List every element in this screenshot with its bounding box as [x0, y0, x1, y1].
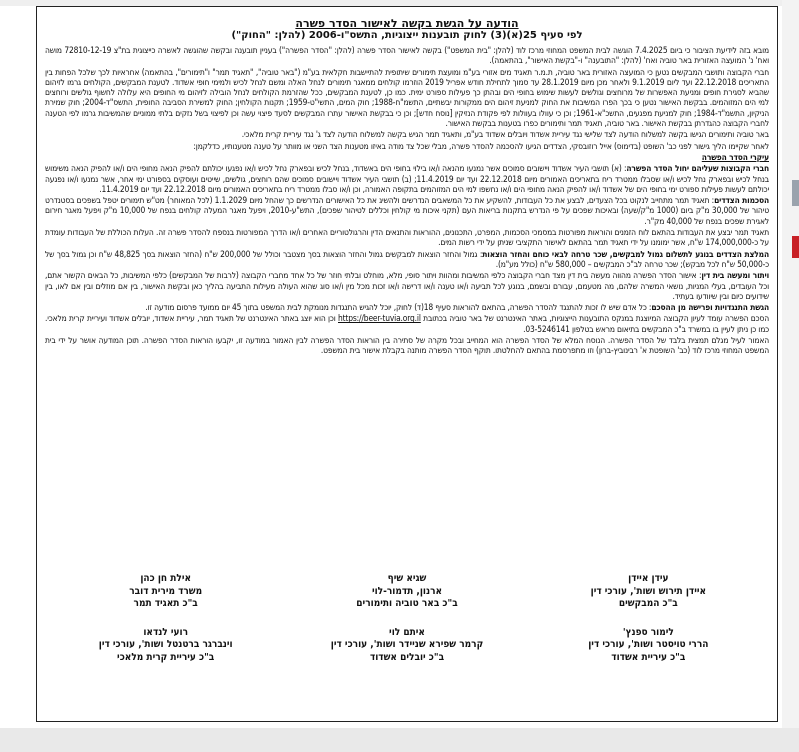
signatures-block — [45, 573, 769, 664]
item-text: תאגיד תמר מתחייב לנקוט בכל הצעדים, לבצע את כל העבודות, להשקיע את כל המשאבים הנדרשים ולהשיג את כל האישורים הנדרשים כך שהחל מיום 1.1.2029 (לכל המאוחר) מט"ש תימורים יטפל בשפכים בסטנדרט טיהור של 30,000 מ"ק ביום (1000 מ"ק/שעה) ובאיכות שפכים על פי הנדרש בתקנות בריאות העם (תקני איכות מי קולחין וכללים לטיהור שפכים), התש"ע-2010, ויפעל מאגר המעלה קולחים בנפח של 10,000 מ"ק ויפעל מאגר חירום לאגירת שפכים בנפח של 40,000 מק"ר. — [45, 195, 769, 226]
settlement-item-fees — [45, 249, 769, 270]
item-text: : אישור הסדר הפשרה מהווה מעשה בית דין מצד חברי הקבוצה כלפי המשיבות ומהוות ויתור סופי, מלא, מוחלט ובלתי חוזר של כל אחד מחברי הקבוצה (לרבות של המבקשים) כלפי המשיבות, כל הבאים הקשור אתם, וכל העובדים, בעלי המניות, נושאי המשרה שלהם, מה מטעמם, עבורם ובשמם, בנוגע לכל תביעה ו/או טענה ו/או דרישה ו/או זכות מכל מין ו/או סוג שהוא העולה מעילות התביעה בהליך כאן ובקשת האישור, בין אם מוזלים ובין אם לאו, בין שידועים כיום ובין שיוודעו בעתיד. — [45, 270, 769, 301]
signatory-firm: הררי טויסטר ושות', עורכי דין — [588, 639, 709, 650]
rail-marker-gray — [792, 180, 799, 206]
signature-idan-aidan — [528, 573, 769, 611]
notice-body — [45, 45, 769, 356]
signatory-name: רועי לנדאו — [143, 626, 189, 638]
settlement-item-agreements: הסכמות הצדדים: תאגיד תמר מתחייב לנקוט בכל הצעדים, לבצע את כל העבודות, להשקיע את כל המשאבים הנדרשים ולהשיג את כל האישורים הנדרשים כך שהחל מיום 1.1.2029 (לכל המאוחר) מט"ש תימורים יטפל בשפכים בסטנדרט טיהור של 30,000 מ"ק ביום (1000 מ"ק/שעה) ובאיכות שפכים על פי הנדרש בתקנות בריאות העם (תקני איכות מי קולחין וכללים לטיהור שפכים), התש"ע-2010, ויפעל מאגר המעלה קולחים בנפח של 10,000 מ"ק ויפעל מאגר חירום לאגירת שפכים בנפח של 40,000 מק"ר. — [45, 195, 769, 226]
notice-subtitle: לפי סעיף 25(א)(3) לחוק תובענות ייצוגיות, התשס"ו-2006 (להלן: "החוק") — [231, 30, 583, 41]
signatory-name: עידן איידן — [628, 573, 669, 584]
signatory-firm: משרד מירית דובר — [129, 585, 203, 597]
settlement-item-objections — [45, 302, 769, 312]
signature-itam-levi — [286, 627, 527, 665]
legal-notice-box — [36, 6, 778, 722]
signatory-name: שגיא שיף — [387, 573, 427, 584]
signatory-role: ב"כ באר טוביה ותימורים — [356, 598, 458, 609]
item-label: חברי הקבוצות שעליהם יחול הסדר הפשרה — [626, 163, 769, 174]
availability-paragraph: הסכם הפשרה עומד לעיון הקבוצה המיוצגת במנקס התובענות הייצוגיות, באתר האינטרנט של באר טוביה בכתובת https://beer-tuvia.org.il וכן הוא יוצג באתר האינטרנט של תאגיד תמר, עיריית אשדוד, יובלים אשדוד ועיריית קרית מלאכי. כמו כן ניתן לעיין בו במשרד ב"כ המבקשים בתיאום מראש בטלפון 03-5246141. — [45, 313, 769, 334]
signatory-role: ב"כ עיריית אשדוד — [611, 651, 686, 663]
signatory-role: ב"כ המבקשים — [618, 598, 678, 609]
signatory-role: ב"כ עיריית קרית מלאכי — [117, 651, 215, 663]
signatory-name: איתם לוי — [389, 626, 425, 638]
signature-ayelet-chen-cohen — [45, 573, 286, 611]
item-label: ויתור ומעשה בית דין — [701, 270, 770, 281]
signatory-role: ב"כ יובלים אשדוד — [369, 651, 445, 663]
section-heading: עיקרי הסדר הפשרה — [701, 151, 769, 162]
signatory-role: ב"כ תאגיד תמר — [133, 598, 198, 609]
item-text: : גמול והחזר הוצאות למבקשים גמול והחזר הוצאות בסך מצטבר וכולל של 200,000 ש"ח (החזר הוצאות בסך 48,825 ש"ח וכן גמול בסך של כ-50,000 ש"ח לכל מבקש); שכר טרחה לב"כ המבקשים – 580,000 ש"ח (כולל מע"מ). — [45, 248, 769, 269]
settlement-item-works: תאגיד תמר יבצע את העבודות בהתאם לוח הזמנים והוראות מפורטות במסמכי הסכמות, המפרט, התכנונים, ההוראות והתנאים הדין והרגולטוריים האחרים ו/או הדרך המפורטות בנספח להסדר פשרה זה. העלות הכוללת של העבודות עומדת על כ-174,000,000 ש"ח, אשר ימומנו על ידי תאגיד תמר בהתאם לאישור התקציבי שניתן על ידי רשות המים. — [45, 227, 769, 248]
item-text: (א) תושבי העיר אשדוד ויישובים סמוכים אשר נמנעו מהנאה ו/או בילוי בחופי הים באשדוד, בנחל לכיש ובפארק נחל לכיש ו/או נפגעו יכולתם להפיק הנאה מחופי הים ו/או להפיק הנאה משימוש בנחל לכיש ובפארק נחל לכיש ו/או שסבלו ממטרד ריח בתאריכים האמורים מיום 22.12.2018 ועד יום 11.4.2019; (ב) תושבי העיר אשדוד ויישובים סמוכים שהם רוחצים, גולשים, שייטים ועוסקים בספורט ימי אחר, אשר נמנעו ו/או נפגעה יכולתם לעשות פעילות ספורט ימי בחופי הים של אשדוד ו/או להפיק הנאה מחופי הים ו/או נחשפו למי הים המזוהמים בתקופה האמורה, וכן ו/או סבלו ממטרד ריח בתאריכים האמורים מיום 22.12.2018 ועד יום 11.4.2019. — [45, 163, 769, 194]
item-label: המלצת הצדדים בנוגע לתשלום גמול למבקשים, שכר טרחה לבאי כוחם והחזר הוצאות — [482, 248, 769, 259]
mediation-paragraph: לאחר שקיימו הליך גישור לפני כב' השופט (בדימוס) אייל רוזובסקי, הצדדים הגיעו להסכמה להסדר פשרה, מבלי שכל צד מודה באיזו מטענות הצד השני או מוותר על טענה מטענותיו, כדלקמן: — [193, 140, 769, 151]
signature-sagi-shif — [286, 573, 527, 611]
signatory-firm: קרמר שפירא שניידר ושות', עורכי דין — [330, 639, 484, 650]
claims-paragraph: חברי הקבוצה ותושבי המבקשים נטען כי המועצה האזורית באר טוביה, ת.מ.ר תאגיד מים אזורי בע"מ ומועצת תימורים שיתופית להתיישבות חקלאית בע"מ ("באר טוביה", "תאגיד תמר" ו"תימורים", בהתאמה) אחראיות לכך שלכל הפחות בין התאריכים 22.12.2018 ועד ליום 9.1.2019 ולאחר מכן מיום 28.1.2019 עד סמוך לתחילת חודש אפריל 2019 הוזרמו קולחים ממאגר תימורים לנחל האלה ומשם לנחל לכיש ולמימי חופי אשדוד. לטענת המבקשים, הקולחים גרמו לזיהום שהביא לסגירת חופים ומניעת האפשרות של מרוחצים וגולשים לעשות שימוש בחופי הים ובהתן כך פעילות ספורט ימית. כמו כן, לטענת המבקשים, ככל שהזרמת הקולחים לנחל הובילה לזיהום מי החופים היא עלולה לחשוף גולשים ורוחצים למי הים המזוהמים. בבקשת האישור נטען כי בכך הפרו המשיבות את החוק למניעת זיהום הים ממקורות יבשתיים, התשמ"ח-1988; חוק המים, התשי"ט-1959; תקנות הקולחין; החוק למשירת הסביבה החופית, התשס"ד-2004; חוק שמירת הניקיון, התשמ"ד-1984; חוק למניעת מפגעים, התשכ"א-1961; וכן כי עוולו בעוולות לפי פקודת הנזיקין [נוסח חדש]; וכן כי בבקשת האישור עתרו המבקשים לסעד פיצוי עשה וכן לפיצוי בשל נזקים בלתי ממוניים שהמשיבות גרמו לפי הטענה לחברי הקבוצה כהגדרתן בבקשת האישור. באר טוביה, תאגיד תמר ותימורים כפרו בטענות בבקשת האישור. — [45, 66, 769, 129]
rail-marker-red — [792, 236, 799, 258]
item-text: : כל אדם שיש לו זכות להתנגד להסדר הפשרה, בהתאם להוראות סעיף 18(ד) לחוק, יוכל להגיש התנגדות מנומקת לבית המשפט בתוך 45 יום ממועד פרסום מודעה זו. — [145, 302, 652, 313]
signature-limor-spanch — [528, 627, 769, 665]
settlement-item-class-members: חברי הקבוצות שעליהם יחול הסדר הפשרה: (א) תושבי העיר אשדוד ויישובים סמוכים אשר נמנעו מהנאה ו/או בילוי בחופי הים באשדוד, בנחל לכיש ובפארק נחל לכיש ו/או נפגעו יכולתם להפיק הנאה מחופי הים ו/או להפיק הנאה משימוש בנחל לכיש ובפארק נחל לכיש ו/או שסבלו ממטרד ריח בתאריכים האמורים מיום 22.12.2018 ועד יום 11.4.2019; (ב) תושבי העיר אשדוד ויישובים סמוכים שהם רוחצים, גולשים, שייטים ועוסקים בספורט ימי אחר, אשר נמנעו ו/או נפגעה יכולתם לעשות פעילות ספורט ימי בחופי הים של אשדוד ו/או להפיק הנאה מחופי הים ו/או נחשפו למי הים המזוהמים בתקופה האמורה, וכן ו/או סבלו ממטרד ריח בתאריכים האמורים מיום 22.12.2018 ועד יום 11.4.2019. — [45, 163, 769, 194]
signatory-name: לימור ספנץ' — [622, 626, 674, 638]
item-label: הסכמות הצדדים — [714, 195, 769, 206]
signature-roi-landau — [45, 627, 286, 665]
intro-paragraph: מובא בזה לידיעת הציבור כי ביום 7.4.2025 הוגשה לבית המשפט המחוזי מרכז לוד (להלן: "בית המשפט") בקשה לאישור הסדר פשרה (להלן: "הסדר הפשרה") בעניין תובענה ובקשה שהוגשה לאשרה כייצוגית בת"צ 72810-12-19 מושה ואח' נ' המועצה האזורית באר טוביה ואח' (להלן: "התובענה" ו-"בקשת האישור", בהתאמה). — [45, 45, 769, 66]
signatory-firm: וינברגר ברטנטל ושות', עורכי דין — [98, 639, 233, 650]
notice-title: הודעה על הגשת בקשה לאישור הסדר פשרה — [295, 17, 519, 30]
signatory-firm: ארנון, תדמור-לוי — [371, 585, 443, 597]
signatory-name: אילת חן כהן — [140, 573, 192, 584]
summary-disclaimer-paragraph: האמור לעיל מגלם תמצית בלבד של הסדר הפשרה. הנוסח המלא של הסדר הפשרה הוא המחייב ובכל מקרה של סתירה בין הוראות הסדר הפשרה לבין האמור במודעה זו, יקבעו הוראות הסדר הפשרה. תוכן המודעה אושר על ידי בית המשפט המחוזי מרכז לוד (כב' השופטת א' רבינוביץ-ברון) וזו מתפרסמת בהתאם להחלטתו. תוקף הסדר הפשרה מותנה בקבלת אישור בית המשפט. — [45, 335, 769, 356]
item-label: הגשת התנגדויות ופרישה מן ההסכם — [651, 302, 769, 313]
website-link[interactable]: https://beer-tuvia.org.il — [338, 313, 421, 324]
signatory-firm: איידן תירוש ושות', עורכי דין — [590, 585, 707, 597]
third-party-paragraph: באר טוביה ותימורים הגישו בקשה למשלוח הודעה לצד שלישי נגד עיריית אשדוד ויובלים אשדוד בע"מ, ותאגיד תמר הגיש בקשה למשלוח הודעה לצד ג' נגד עיריית קרית מלאכי. — [241, 129, 769, 140]
adjacent-page-edge — [782, 0, 799, 752]
settlement-item-waiver — [45, 270, 769, 301]
page-bottom-band — [0, 728, 799, 752]
